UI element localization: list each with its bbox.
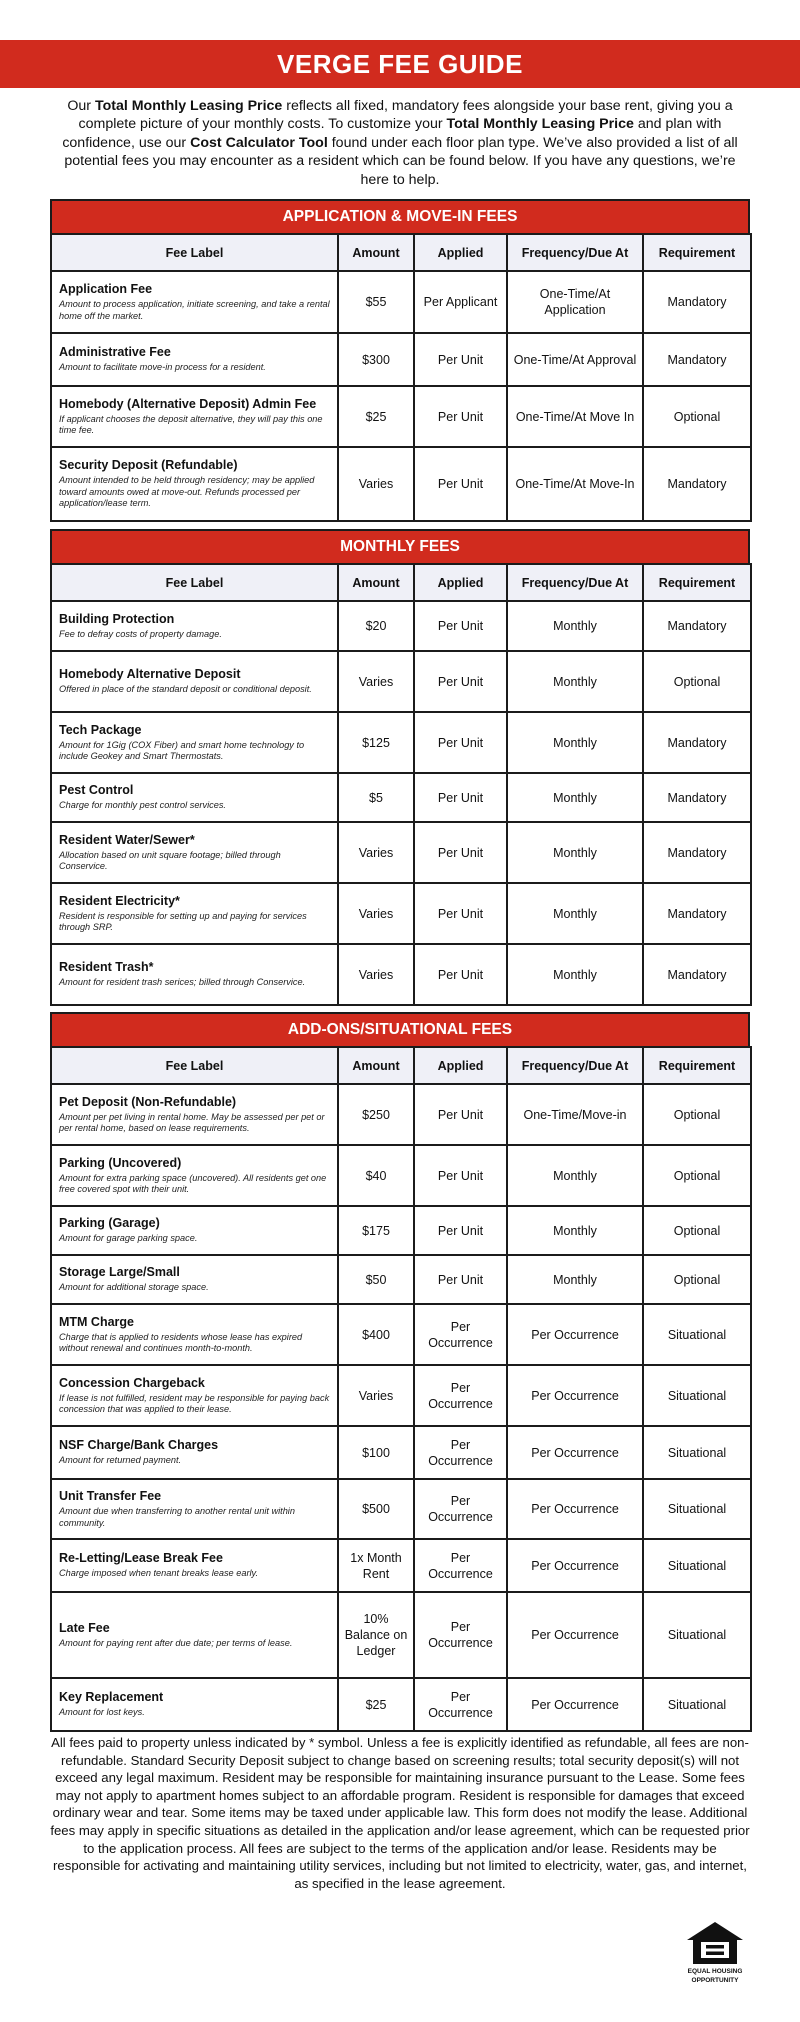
fee-frequency: Per Occurrence bbox=[507, 1365, 643, 1426]
table-row bbox=[51, 333, 751, 386]
fee-applied: Per Unit bbox=[414, 447, 507, 521]
fee-label: Resident Water/Sewer* bbox=[59, 832, 195, 847]
fee-frequency: Per Occurrence bbox=[507, 1539, 643, 1592]
fee-requirement: Optional bbox=[643, 1206, 751, 1255]
table-row bbox=[51, 271, 751, 333]
intro-text-3: and plan with confidence, use our bbox=[62, 116, 722, 151]
fee-description: Charge for monthly pest control services. bbox=[59, 800, 226, 811]
fee-applied: Per Unit bbox=[414, 773, 507, 822]
fee-requirement: Mandatory bbox=[643, 712, 751, 773]
fee-description: Amount to facilitate move-in process for a resident. bbox=[59, 362, 266, 373]
fee-label-cell bbox=[51, 1304, 338, 1365]
table-row bbox=[51, 1304, 751, 1365]
table-row bbox=[51, 1206, 751, 1255]
section-monthly-fees bbox=[50, 529, 750, 1006]
fee-description: Amount per pet living in rental home. May be assessed per pet or per rental home, based on lease requirements. bbox=[59, 1111, 325, 1133]
fee-label: Resident Electricity* bbox=[59, 893, 180, 908]
fee-requirement: Mandatory bbox=[643, 447, 751, 521]
fee-label: Administrative Fee bbox=[59, 345, 171, 360]
col-header-frequency: Frequency/Due At bbox=[507, 564, 643, 601]
fee-description: Amount for paying rent after due date; per terms of lease. bbox=[59, 1637, 293, 1648]
fee-label-cell bbox=[51, 1206, 338, 1255]
fee-description: Amount for extra parking space (uncovered). All residents get one free covered spot with their unit. bbox=[59, 1172, 327, 1194]
table-row bbox=[51, 712, 751, 773]
table-row bbox=[51, 944, 751, 1005]
table-row bbox=[51, 773, 751, 822]
fee-requirement: Optional bbox=[643, 651, 751, 712]
fee-label-cell bbox=[51, 386, 338, 447]
col-header-frequency: Frequency/Due At bbox=[507, 234, 643, 271]
fee-description: Amount for resident trash serices; billed through Conservice. bbox=[59, 977, 306, 988]
fee-description: Allocation based on unit square footage; billed through Conservice. bbox=[59, 849, 281, 871]
intro-text-2: reflects all fixed, mandatory fees alongside your base rent, giving you a complete picture of your monthly costs. To customize your bbox=[78, 98, 733, 133]
intro-text-1: Our bbox=[67, 98, 95, 114]
fee-requirement: Mandatory bbox=[643, 271, 751, 333]
fee-label: Building Protection bbox=[59, 611, 175, 626]
fee-description: Fee to defray costs of property damage. bbox=[59, 628, 222, 639]
fee-amount: Varies bbox=[338, 944, 414, 1005]
fee-description: Amount for 1Gig (COX Fiber) and smart home technology to include Geokey and Smart Thermostats. bbox=[59, 739, 305, 761]
table-row bbox=[51, 601, 751, 651]
fee-description: If applicant chooses the deposit alternative, they will pay this one time fee. bbox=[59, 413, 323, 435]
table-row bbox=[51, 1084, 751, 1145]
fee-description: Charge that is applied to residents whose lease has expired without renewal and continues month-to-month. bbox=[59, 1331, 303, 1353]
fee-label: Late Fee bbox=[59, 1620, 110, 1635]
table-row bbox=[51, 1255, 751, 1304]
equal-housing-icon bbox=[685, 1920, 745, 1966]
fee-label-cell bbox=[51, 712, 338, 773]
col-header-frequency: Frequency/Due At bbox=[507, 1047, 643, 1084]
fee-applied: Per Unit bbox=[414, 1255, 507, 1304]
fee-applied: Per Unit bbox=[414, 1084, 507, 1145]
intro-bold-2: Total Monthly Leasing Price bbox=[446, 116, 634, 133]
fee-applied: Per Occurrence bbox=[414, 1426, 507, 1479]
col-header-requirement: Requirement bbox=[643, 564, 751, 601]
fee-amount: Varies bbox=[338, 883, 414, 944]
col-header-requirement: Requirement bbox=[643, 234, 751, 271]
fee-amount: Varies bbox=[338, 651, 414, 712]
fee-frequency: Monthly bbox=[507, 1145, 643, 1206]
fee-label-cell bbox=[51, 651, 338, 712]
fee-requirement: Mandatory bbox=[643, 333, 751, 386]
footer-disclaimer: All fees paid to property unless indicated by * symbol. Unless a fee is explicitly identified as refundable, all fees are non-refundable. Standard Security Deposit subject to change based on screening results; total security deposit(s) will not exceed any legal maximum. Resident may be responsible for maintaining insurance pursuant to the Lease. Some fees may not apply to apartment homes subject to an affordable program. Resident is responsible for damages that exceed ordinary wear and tear. Some items may be taxed under applicable law. This form does not modify the lease. Additional fees may apply in specific situations as detailed in the application and/or lease agreement, which can be requested prior to the application process. All fees are subject to the terms of the application and/or lease. Residents may be responsible for activating and maintaining utility services, including but not limited to electricity, water, gas, and internet, as specified in the lease agreement. bbox=[50, 1735, 750, 1891]
fee-label: MTM Charge bbox=[59, 1314, 134, 1329]
fee-applied: Per Occurrence bbox=[414, 1592, 507, 1678]
fee-label-cell bbox=[51, 271, 338, 333]
fee-label-cell bbox=[51, 333, 338, 386]
fee-label: Resident Trash* bbox=[59, 960, 154, 975]
table-row bbox=[51, 447, 751, 521]
fee-table bbox=[50, 563, 752, 1006]
fee-label: Tech Package bbox=[59, 722, 142, 737]
fee-frequency: One-Time/At Approval bbox=[507, 333, 643, 386]
fee-applied: Per Unit bbox=[414, 651, 507, 712]
fee-frequency: Monthly bbox=[507, 883, 643, 944]
fee-requirement: Optional bbox=[643, 1145, 751, 1206]
fee-applied: Per Unit bbox=[414, 386, 507, 447]
table-row bbox=[51, 1592, 751, 1678]
fee-label: Unit Transfer Fee bbox=[59, 1489, 162, 1503]
fee-amount: $50 bbox=[338, 1255, 414, 1304]
fee-description: Amount for additional storage space. bbox=[59, 1282, 209, 1293]
fee-frequency: One-Time/At Move In bbox=[507, 386, 643, 447]
fee-label: Concession Chargeback bbox=[59, 1375, 205, 1390]
page-title: VERGE FEE GUIDE bbox=[0, 40, 800, 88]
fee-frequency: One-Time/At Application bbox=[507, 271, 643, 333]
fee-label-cell bbox=[51, 1365, 338, 1426]
table-row bbox=[51, 1539, 751, 1592]
fee-label: NSF Charge/Bank Charges bbox=[59, 1438, 219, 1453]
fee-amount: $40 bbox=[338, 1145, 414, 1206]
fee-frequency: Per Occurrence bbox=[507, 1426, 643, 1479]
fee-frequency: Monthly bbox=[507, 1206, 643, 1255]
fee-applied: Per Unit bbox=[414, 822, 507, 883]
fee-requirement: Mandatory bbox=[643, 883, 751, 944]
fee-requirement: Situational bbox=[643, 1592, 751, 1678]
col-header-amount: Amount bbox=[338, 1047, 414, 1084]
col-header-requirement: Requirement bbox=[643, 1047, 751, 1084]
fee-amount: 10% Balance on Ledger bbox=[338, 1592, 414, 1678]
col-header-applied: Applied bbox=[414, 1047, 507, 1084]
fee-frequency: One-Time/At Move-In bbox=[507, 447, 643, 521]
col-header-applied: Applied bbox=[414, 564, 507, 601]
fee-label: Parking (Garage) bbox=[59, 1216, 160, 1231]
fee-amount: $5 bbox=[338, 773, 414, 822]
col-header-fee-label: Fee Label bbox=[51, 234, 338, 271]
fee-table bbox=[50, 1046, 752, 1732]
intro-paragraph bbox=[50, 97, 750, 189]
fee-table bbox=[50, 233, 752, 522]
fee-description: Amount for returned payment. bbox=[59, 1455, 182, 1466]
fee-amount: Varies bbox=[338, 1365, 414, 1426]
fee-frequency: Monthly bbox=[507, 944, 643, 1005]
fee-frequency: Monthly bbox=[507, 773, 643, 822]
fee-label-cell bbox=[51, 1592, 338, 1678]
fee-label-cell bbox=[51, 1479, 338, 1539]
fee-frequency: Monthly bbox=[507, 1255, 643, 1304]
table-row bbox=[51, 1479, 751, 1539]
col-header-fee-label: Fee Label bbox=[51, 564, 338, 601]
equal-housing-logo bbox=[684, 1920, 746, 1984]
fee-applied: Per Unit bbox=[414, 712, 507, 773]
fee-applied: Per Occurrence bbox=[414, 1365, 507, 1426]
intro-text-4: found under each floor plan type. We’ve also provided a list of all potential fees you may encounter as a resident which can be found below. If you have any questions, we’re here to help. bbox=[64, 134, 738, 188]
fee-amount: $55 bbox=[338, 271, 414, 333]
fee-requirement: Situational bbox=[643, 1539, 751, 1592]
fee-label: Homebody (Alternative Deposit) Admin Fee bbox=[59, 396, 317, 411]
fee-applied: Per Unit bbox=[414, 883, 507, 944]
fee-amount: $500 bbox=[338, 1479, 414, 1539]
header-row bbox=[51, 234, 751, 271]
fee-applied: Per Unit bbox=[414, 1145, 507, 1206]
fee-requirement: Optional bbox=[643, 386, 751, 447]
fee-applied: Per Occurrence bbox=[414, 1678, 507, 1731]
fee-applied: Per Unit bbox=[414, 601, 507, 651]
fee-description: Offered in place of the standard deposit or conditional deposit. bbox=[59, 684, 312, 695]
fee-description: If lease is not fulfilled, resident may be responsible for paying back concession that was applied to their lease. bbox=[59, 1392, 330, 1414]
fee-requirement: Optional bbox=[643, 1255, 751, 1304]
fee-label-cell bbox=[51, 1539, 338, 1592]
fee-amount: $400 bbox=[338, 1304, 414, 1365]
fee-applied: Per Applicant bbox=[414, 271, 507, 333]
table-row bbox=[51, 651, 751, 712]
fee-amount: $125 bbox=[338, 712, 414, 773]
fee-label-cell bbox=[51, 883, 338, 944]
fee-amount: $300 bbox=[338, 333, 414, 386]
fee-frequency: Per Occurrence bbox=[507, 1479, 643, 1539]
fee-frequency: Monthly bbox=[507, 601, 643, 651]
fee-label: Security Deposit (Refundable) bbox=[59, 458, 238, 473]
fee-applied: Per Unit bbox=[414, 333, 507, 386]
intro-bold-3: Cost Calculator Tool bbox=[190, 134, 328, 151]
fee-label: Parking (Uncovered) bbox=[59, 1155, 182, 1170]
fee-amount: Varies bbox=[338, 822, 414, 883]
eho-line-2: OPPORTUNITY bbox=[691, 1977, 739, 1984]
fee-requirement: Situational bbox=[643, 1426, 751, 1479]
table-row bbox=[51, 1365, 751, 1426]
fee-description: Charge imposed when tenant breaks lease early. bbox=[59, 1568, 259, 1579]
fee-applied: Per Occurrence bbox=[414, 1304, 507, 1365]
fee-label-cell bbox=[51, 944, 338, 1005]
fee-label: Storage Large/Small bbox=[59, 1265, 180, 1280]
fee-applied: Per Occurrence bbox=[414, 1539, 507, 1592]
fee-requirement: Situational bbox=[643, 1304, 751, 1365]
fee-label: Pest Control bbox=[59, 783, 134, 798]
table-row bbox=[51, 1678, 751, 1731]
fee-frequency: Per Occurrence bbox=[507, 1304, 643, 1365]
col-header-applied: Applied bbox=[414, 234, 507, 271]
fee-label-cell bbox=[51, 1084, 338, 1145]
fee-amount: $175 bbox=[338, 1206, 414, 1255]
fee-label-cell bbox=[51, 447, 338, 521]
fee-applied: Per Occurrence bbox=[414, 1479, 507, 1539]
fee-requirement: Situational bbox=[643, 1365, 751, 1426]
fee-requirement: Situational bbox=[643, 1678, 751, 1731]
fee-label-cell bbox=[51, 1426, 338, 1479]
section-title: MONTHLY FEES bbox=[50, 529, 750, 563]
fee-amount: 1x Month Rent bbox=[338, 1539, 414, 1592]
table-row bbox=[51, 386, 751, 447]
fee-frequency: Monthly bbox=[507, 822, 643, 883]
fee-frequency: Monthly bbox=[507, 651, 643, 712]
fee-label-cell bbox=[51, 1145, 338, 1206]
fee-requirement: Mandatory bbox=[643, 822, 751, 883]
fee-requirement: Optional bbox=[643, 1084, 751, 1145]
col-header-amount: Amount bbox=[338, 564, 414, 601]
col-header-amount: Amount bbox=[338, 234, 414, 271]
section-title: ADD-ONS/SITUATIONAL FEES bbox=[50, 1012, 750, 1046]
fee-label-cell bbox=[51, 822, 338, 883]
fee-label-cell bbox=[51, 1255, 338, 1304]
fee-amount: $25 bbox=[338, 386, 414, 447]
fee-label-cell bbox=[51, 1678, 338, 1731]
fee-amount: Varies bbox=[338, 447, 414, 521]
fee-requirement: Mandatory bbox=[643, 773, 751, 822]
header-row bbox=[51, 564, 751, 601]
fee-applied: Per Unit bbox=[414, 944, 507, 1005]
table-row bbox=[51, 822, 751, 883]
fee-amount: $20 bbox=[338, 601, 414, 651]
header-row bbox=[51, 1047, 751, 1084]
fee-description: Amount to process application, initiate screening, and take a rental home off the market. bbox=[59, 299, 330, 321]
fee-label: Pet Deposit (Non-Refundable) bbox=[59, 1094, 237, 1109]
table-row bbox=[51, 1145, 751, 1206]
table-row bbox=[51, 883, 751, 944]
section-application-move-in bbox=[50, 199, 750, 522]
fee-applied: Per Unit bbox=[414, 1206, 507, 1255]
fee-frequency: One-Time/Move-in bbox=[507, 1084, 643, 1145]
section-add-ons-situational bbox=[50, 1012, 750, 1732]
fee-description: Resident is responsible for setting up and paying for services through SRP. bbox=[59, 910, 307, 932]
fee-label: Homebody Alternative Deposit bbox=[59, 667, 241, 682]
fee-description: Amount for lost keys. bbox=[59, 1707, 145, 1718]
section-title: APPLICATION & MOVE-IN FEES bbox=[50, 199, 750, 233]
table-row bbox=[51, 1426, 751, 1479]
fee-amount: $25 bbox=[338, 1678, 414, 1731]
fee-description: Amount intended to be held through residency; may be applied toward amounts owed at move-out. Refunds processed per application/lease term. bbox=[59, 475, 315, 509]
fee-frequency: Monthly bbox=[507, 712, 643, 773]
fee-label-cell bbox=[51, 601, 338, 651]
fee-requirement: Mandatory bbox=[643, 944, 751, 1005]
fee-amount: $100 bbox=[338, 1426, 414, 1479]
fee-label: Key Replacement bbox=[59, 1690, 164, 1705]
fee-amount: $250 bbox=[338, 1084, 414, 1145]
fee-description: Amount due when transferring to another rental unit within community. bbox=[59, 1506, 295, 1528]
eho-line-1: EQUAL HOUSING bbox=[687, 1968, 743, 1975]
intro-bold-1: Total Monthly Leasing Price bbox=[94, 98, 283, 114]
fee-requirement: Mandatory bbox=[643, 601, 751, 651]
fee-requirement: Situational bbox=[643, 1479, 751, 1539]
fee-description: Amount for garage parking space. bbox=[59, 1233, 198, 1244]
fee-label: Re-Letting/Lease Break Fee bbox=[59, 1551, 223, 1566]
fee-frequency: Per Occurrence bbox=[507, 1678, 643, 1731]
fee-frequency: Per Occurrence bbox=[507, 1592, 643, 1678]
fee-label-cell bbox=[51, 773, 338, 822]
fee-label: Application Fee bbox=[59, 282, 153, 296]
col-header-fee-label: Fee Label bbox=[51, 1047, 338, 1084]
